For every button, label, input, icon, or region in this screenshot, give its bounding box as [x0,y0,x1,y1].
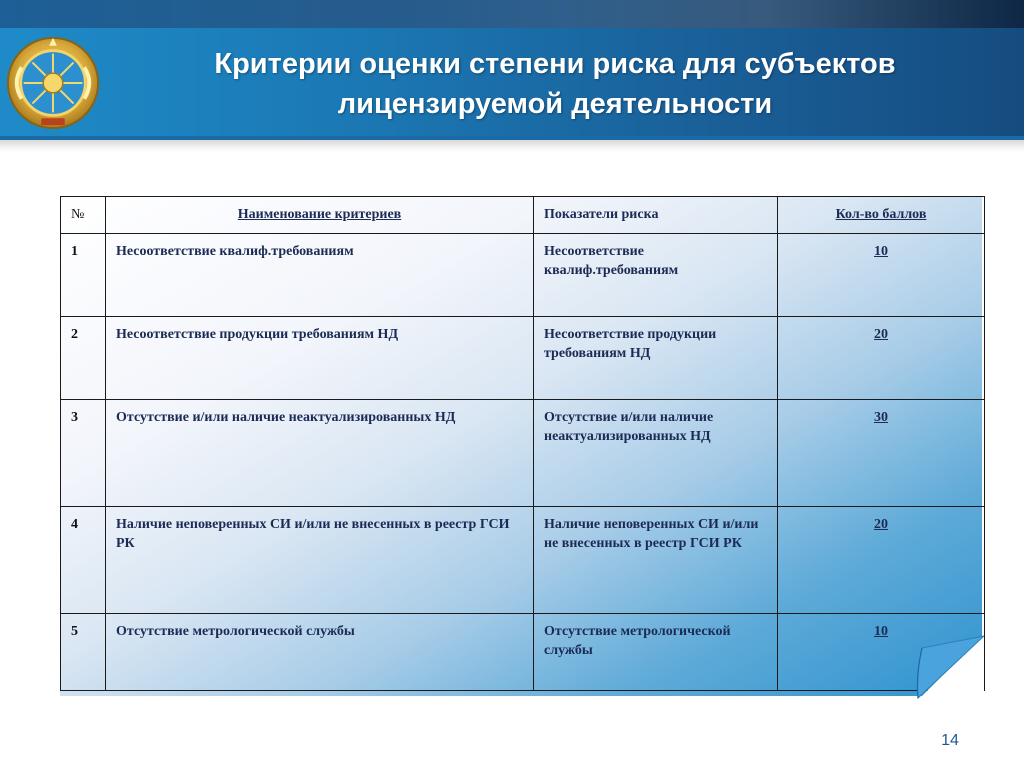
points-cell: 10 [778,234,985,317]
risk-indicator-cell: Несоответствие квалиф.требованиям [534,234,778,317]
page-title [110,44,1000,124]
criteria-name-cell: Отсутствие и/или наличие неактуализированных НД [106,400,534,507]
title-line-2: лицензируемой деятельности [337,88,773,120]
risk-indicator-cell: Наличие неповеренных СИ и/или не внесенных в реестр ГСИ РК [534,507,778,614]
row-number: 4 [61,507,106,614]
risk-indicator-cell: Несоответствие продукции требованиям НД [534,317,778,400]
table-row [61,317,985,400]
risk-criteria-table-wrap [60,196,984,704]
points-cell: 10 [778,614,985,691]
page-curl-decoration [914,634,984,704]
row-number: 2 [61,317,106,400]
criteria-name-cell: Наличие неповеренных СИ и/или не внесенных в реестр ГСИ РК [106,507,534,614]
row-number: 3 [61,400,106,507]
header-number: № [61,197,106,234]
kazakhstan-state-emblem-icon [4,34,102,132]
row-number: 1 [61,234,106,317]
table-row [61,400,985,507]
criteria-name-cell: Несоответствие квалиф.требованиям [106,234,534,317]
table-header-row [61,197,985,234]
row-number: 5 [61,614,106,691]
table-row [61,614,985,691]
header-criteria-name: Наименование критериев [106,197,534,234]
criteria-name-cell: Несоответствие продукции требованиям НД [106,317,534,400]
risk-criteria-table [60,196,985,691]
page-number: 14 [941,732,959,749]
points-cell: 30 [778,400,985,507]
risk-indicator-cell: Отсутствие и/или наличие неактуализированных НД [534,400,778,507]
risk-indicator-cell: Отсутствие метрологической службы [534,614,778,691]
table-row [61,507,985,614]
table-row [61,234,985,317]
banner-shadow [0,140,1024,152]
top-strip [0,0,1024,28]
points-cell: 20 [778,317,985,400]
criteria-name-cell: Отсутствие метрологической службы [106,614,534,691]
header-risk-indicators: Показатели риска [534,197,778,234]
points-cell: 20 [778,507,985,614]
title-line-1: Критерии оценки степени риска для субъектов [214,48,896,80]
header-points: Кол-во баллов [778,197,985,234]
